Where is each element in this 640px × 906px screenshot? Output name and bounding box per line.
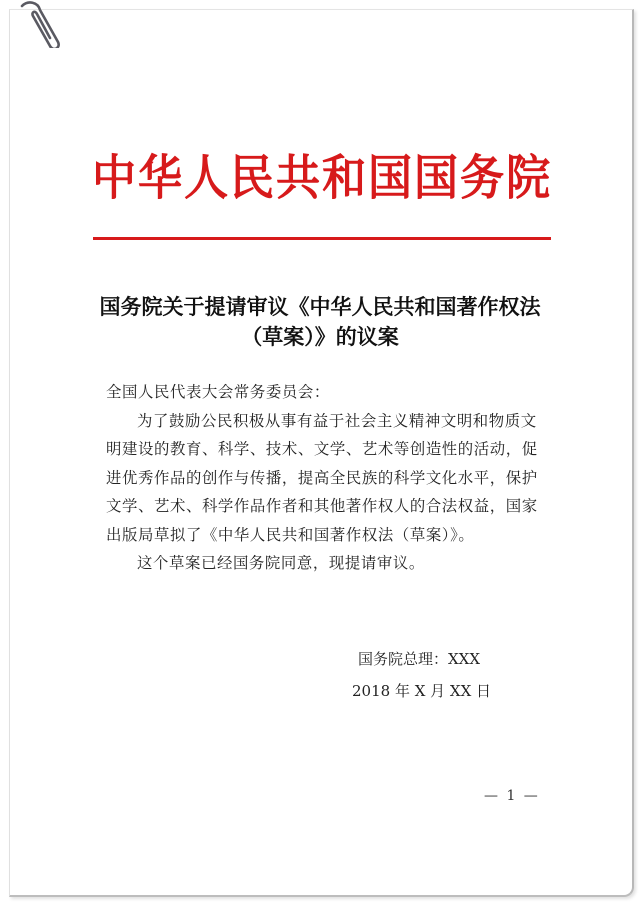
signatory: 国务院总理：XXX: [358, 650, 481, 668]
page-number: — 1 —: [484, 788, 540, 804]
document-title-line-1: 国务院关于提请审议《中华人民共和国著作权法: [99, 294, 541, 319]
header-divider: [93, 237, 551, 240]
issuer-header: 中华人民共和国国务院: [92, 150, 553, 206]
signature-date: 2018 年 X 月 XX 日: [352, 682, 492, 700]
salutation: 全国人民代表大会常务委员会：: [106, 383, 330, 401]
document-title-line-2: （草案）》的议案: [241, 324, 399, 349]
paperclip-icon: [10, 0, 60, 48]
body-paragraph-2: 这个草案已经国务院同意，现提请审议。: [137, 554, 425, 572]
document-title: [80, 292, 560, 352]
signature-block: [352, 643, 491, 707]
body-paragraph-1: 为了鼓励公民积极从事有益于社会主义精神文明和物质文明建设的教育、科学、技术、文学、艺术等创造性的活动，促进优秀作品的创作与传播，提高全民族的科学文化水平，保护文学、艺术、科学作品作者和其他著作权人的合法权益，国家出版局草拟了《中华人民共和国著作权法（草案）》。: [106, 411, 538, 544]
document-body: [106, 378, 544, 578]
